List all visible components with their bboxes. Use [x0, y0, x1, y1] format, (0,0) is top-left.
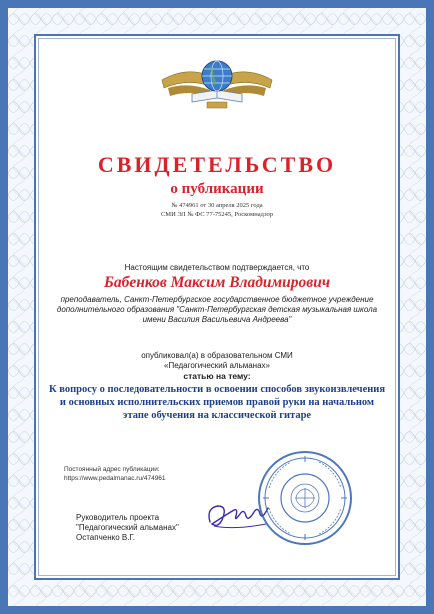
certificate-number: № 474961 от 30 апреля 2025 года	[171, 202, 263, 209]
registry-info: СМИ ЭЛ № ФС 77-75245, Роскомнадзор	[160, 211, 274, 218]
media-name: «Педагогический альманах»	[164, 361, 270, 370]
published-text: опубликовал(а) в образовательном СМИ	[141, 351, 293, 360]
certificate-subtitle: о публикации	[170, 181, 264, 197]
signer-role-line-2: "Педагогический альманах"	[76, 523, 179, 532]
recipient-position: преподаватель, Санкт-Петербургское государственное бюджетное учреждение дополнительного образования "Санкт-Петербургская детская музыкальная школа имени Василия Васильевича Андреева"	[56, 295, 378, 324]
certificate-title: СВИДЕТЕЛЬСТВО	[97, 152, 337, 177]
stamp-seal-icon	[255, 448, 355, 548]
confirm-text: Настоящим свидетельством подтверждается, что	[124, 263, 310, 272]
article-title: К вопросу о последовательности в освоении способов звукоизвлечения и основных исполнительских приемов правой руки на начальном этапе обучения на классической гитаре	[48, 384, 386, 421]
theme-label: статью на тему:	[183, 371, 251, 381]
signer-role-line-1: Руководитель проекта	[76, 513, 160, 522]
globe-book-emblem-icon	[152, 52, 282, 114]
signer-name: Остапченко В.Г.	[76, 533, 136, 542]
recipient-name: Бабенков Максим Владимирович	[104, 274, 330, 291]
address-label: Постоянный адрес публикации:	[64, 466, 160, 473]
address-link[interactable]: https://www.pedalmanac.ru/474961	[64, 475, 166, 482]
